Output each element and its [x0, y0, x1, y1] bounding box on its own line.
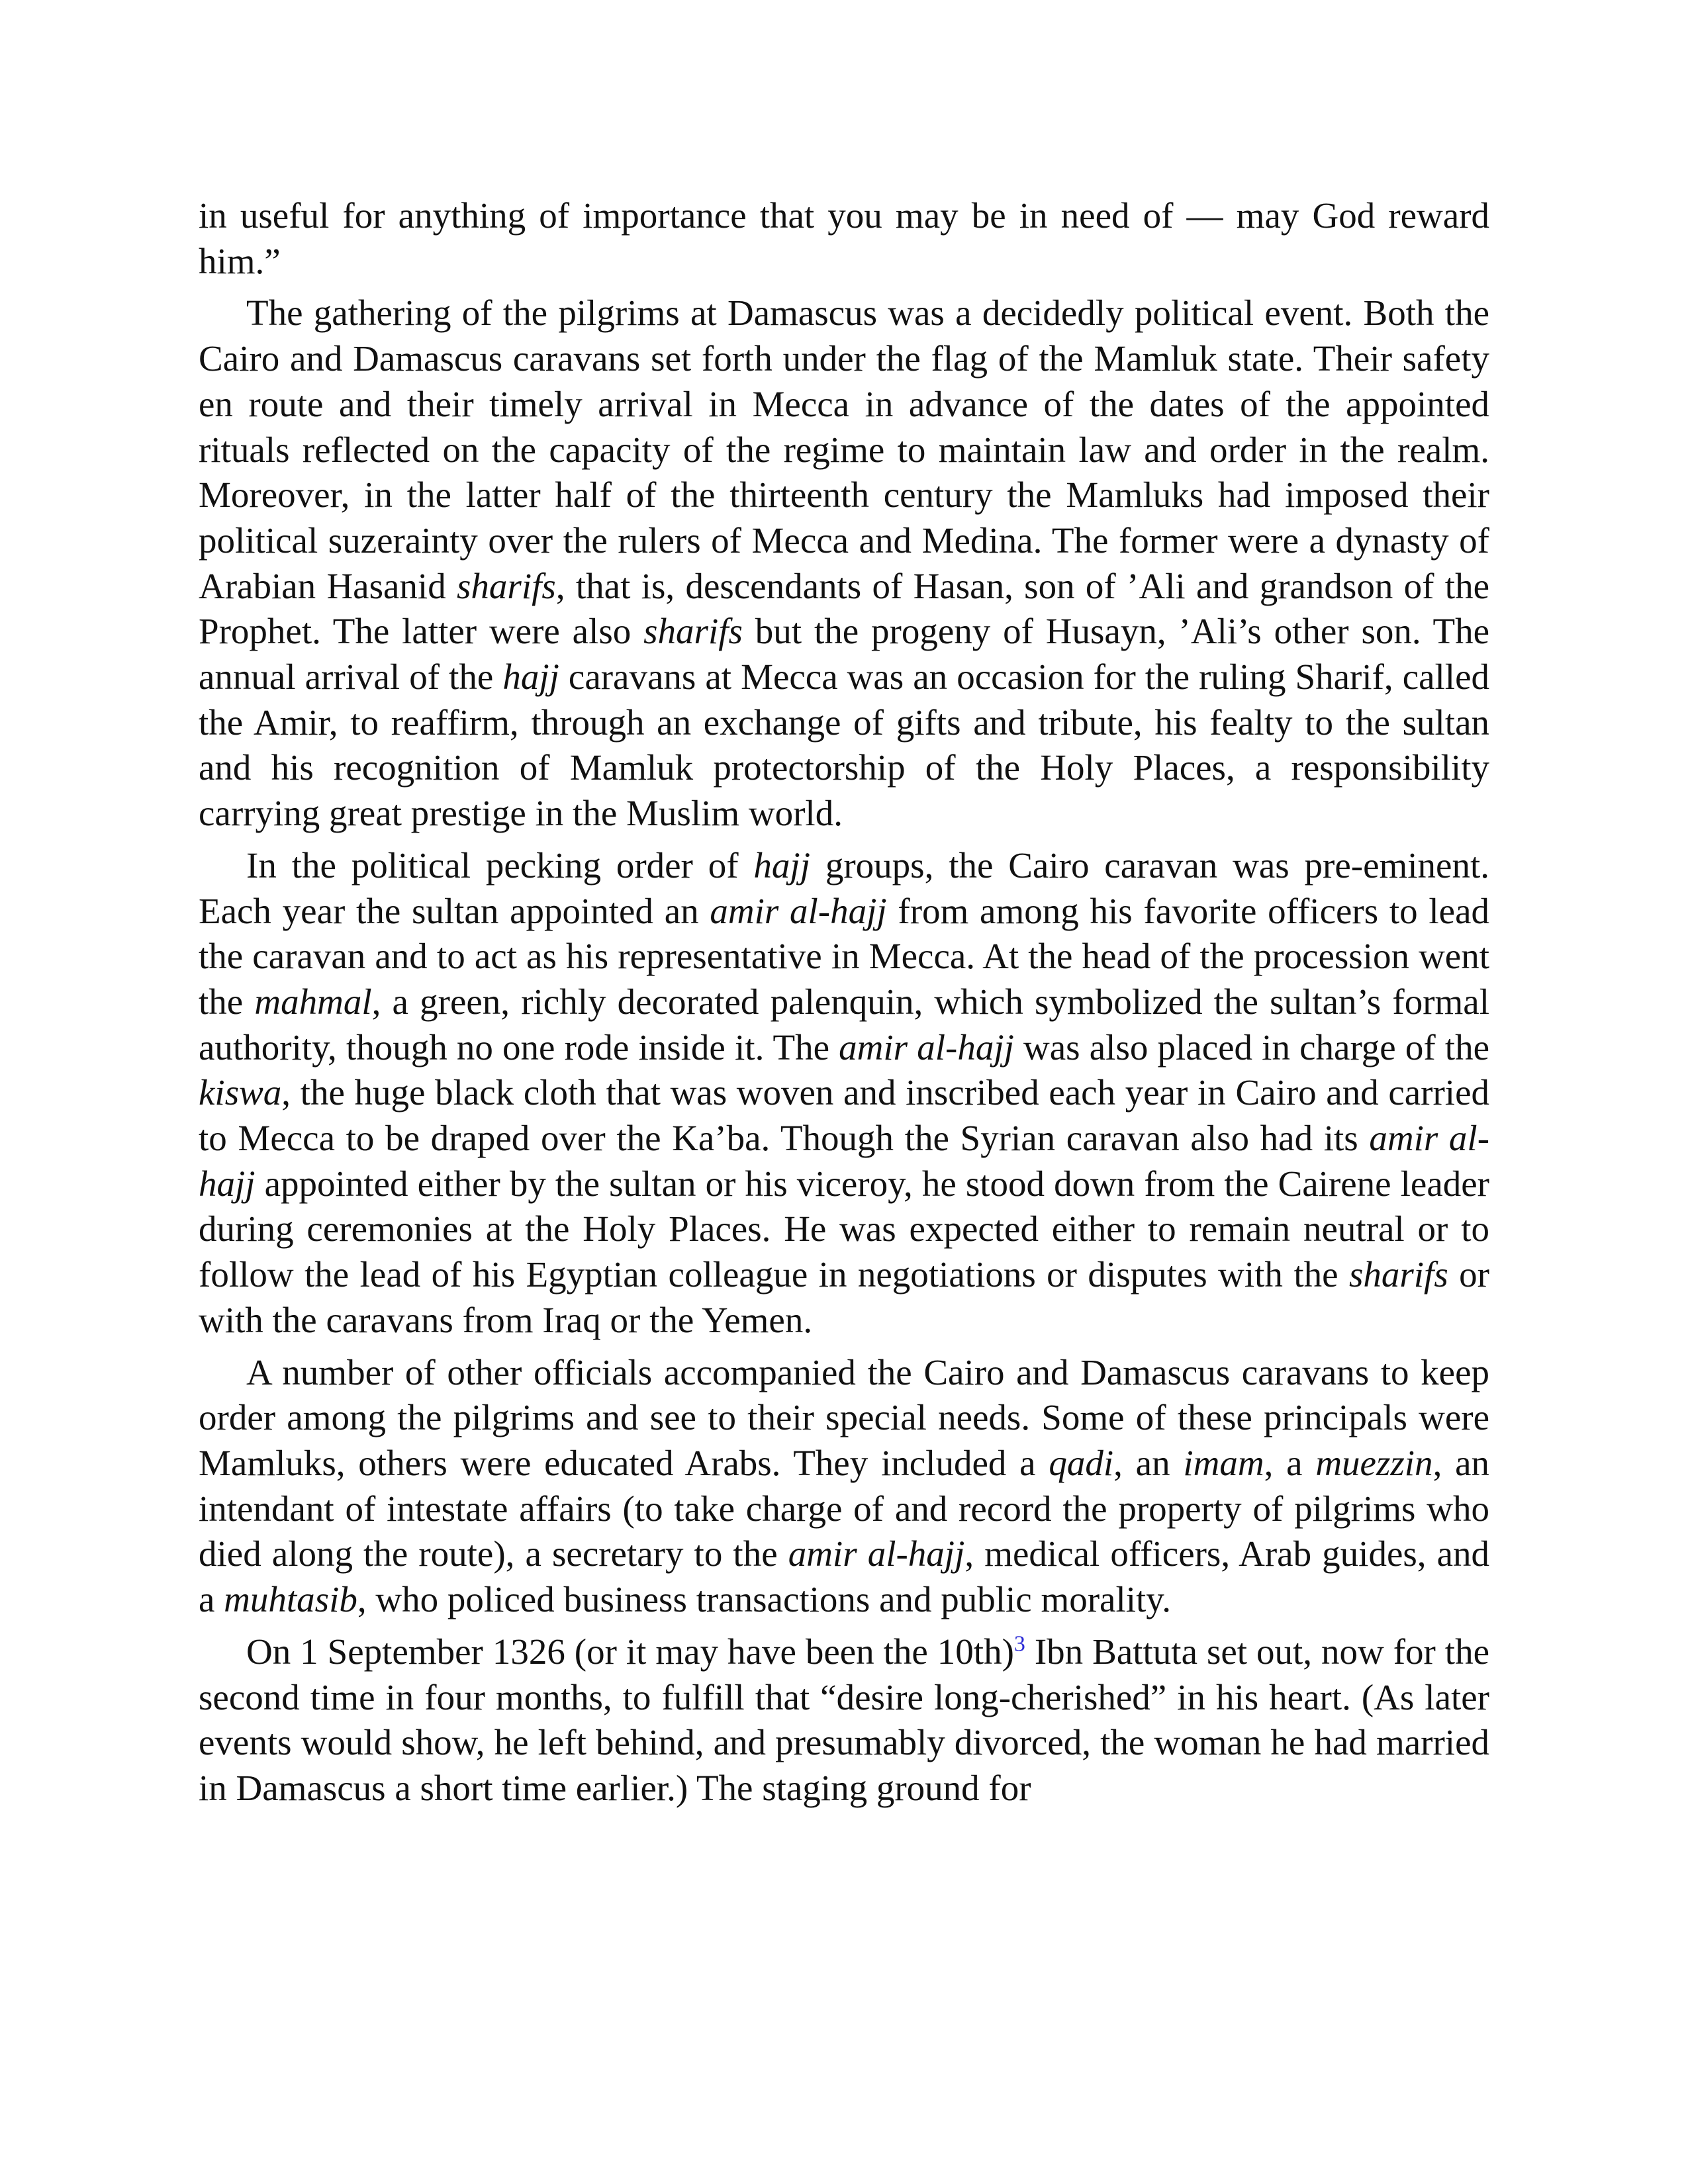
text-run: , the huge black cloth that was woven and inscribed each year in Cairo and carried to Mecca to be draped over the Ka’ba. Though the Syrian caravan also had its: [199, 1072, 1489, 1159]
italic-term: amir al-hajj: [710, 890, 887, 931]
italic-term: sharifs: [643, 611, 743, 652]
text-run: but the progeny of Husayn, ’Ali’s other son. The annual arrival of the: [199, 611, 1489, 698]
italic-term: amir al-hajj: [788, 1533, 965, 1574]
italic-term: amir al-hajj: [839, 1026, 1014, 1068]
text-run: appointed either by the sultan or his viceroy, he stood down from the Cairene leader during ceremonies at the Holy Places. He was expected either to remain neutral or to follow the lead of his Egyptian colleague in negotiations or disputes with the: [199, 1163, 1489, 1295]
italic-term: qadi: [1049, 1442, 1114, 1483]
italic-term: muhtasib: [224, 1579, 357, 1620]
paragraph-5: [199, 1629, 1489, 1811]
paragraph-1: [199, 193, 1489, 284]
text-run: , an intendant of intestate affairs (to take charge of and record the property of pilgrims who died along the route), a secretary to the: [199, 1442, 1490, 1574]
italic-term: hajj: [753, 844, 810, 886]
text-run: from among his favorite officers to lead the caravan and to act as his representative in Mecca. At the head of the procession went the: [199, 890, 1489, 1022]
paragraph-3: [199, 843, 1489, 1343]
text-run: A number of other officials accompanied the Cairo and Damascus caravans to keep order among the pilgrims and see to their special needs. Some of these principals were Mamluks, others were educated Arabs. They included a: [199, 1351, 1489, 1483]
text-run: , an: [1113, 1442, 1184, 1483]
italic-term: amir al-hajj: [199, 1118, 1490, 1204]
text-run: or with the caravans from Iraq or the Yemen.: [199, 1254, 1489, 1340]
text-run: On 1 September 1326 (or it may have been the 10th): [246, 1631, 1014, 1672]
text-run: was also placed in charge of the: [1013, 1026, 1490, 1068]
text-run: , that is, descendants of Hasan, son of ’Ali and grandson of the Prophet. The latter were also: [199, 565, 1489, 652]
text-run: , a: [1264, 1442, 1316, 1483]
text-run: The gathering of the pilgrims at Damascus was a decidedly political event. Both the Cairo and Damascus caravans set forth under the flag of the Mamluk state. Their safety en route and their timely arrival in Mecca in advance of the dates of the appointed rituals reflected on the capacity of the regime to maintain law and order in the realm. Moreover, in the latter half of the thirteenth century the Mamluks had imposed their political suzerainty over the rulers of Mecca and Medina. The former were a dynasty of Arabian Hasanid: [199, 293, 1489, 606]
italic-term: mahmal: [254, 981, 372, 1022]
italic-term: muezzin: [1315, 1442, 1433, 1483]
text-run: groups, the Cairo caravan was pre-eminent. Each year the sultan appointed an: [199, 844, 1490, 931]
italic-term: hajj: [502, 657, 559, 698]
text-run: Ibn Battuta set out, now for the second time in four months, to fulfill that “desire long-cherished” in his heart. (As later events would show, he left behind, and presumably divorced, the woman he had married in Damascus a short time earlier.) The staging ground for: [199, 1631, 1489, 1808]
italic-term: imam: [1183, 1442, 1264, 1483]
text-run: , medical officers, Arab guides, and a: [199, 1533, 1490, 1620]
text-run: , a green, richly decorated palenquin, which symbolized the sultan’s formal authority, though no one rode inside it. The: [199, 981, 1489, 1068]
text-run: , who policed business transactions and public morality.: [357, 1579, 1171, 1620]
text-run: caravans at Mecca was an occasion for the ruling Sharif, called the Amir, to reaffirm, through an exchange of gifts and tribute, his fealty to the sultan and his recognition of Mamluk protectorship of the Holy Places, a responsibility carrying great prestige in the Muslim world.: [199, 657, 1489, 834]
text-run: in useful for anything of importance that you may be in need of — may God reward him.”: [199, 195, 1489, 281]
paragraph-2: [199, 291, 1489, 836]
italic-term: sharifs: [457, 565, 556, 606]
italic-term: sharifs: [1348, 1254, 1448, 1295]
footnote-reference-link[interactable]: 3: [1013, 1631, 1025, 1657]
italic-term: kiswa: [199, 1072, 282, 1113]
paragraph-4: [199, 1350, 1489, 1623]
page-text-body: [199, 193, 1489, 1811]
text-run: In the political pecking order of: [246, 844, 754, 886]
